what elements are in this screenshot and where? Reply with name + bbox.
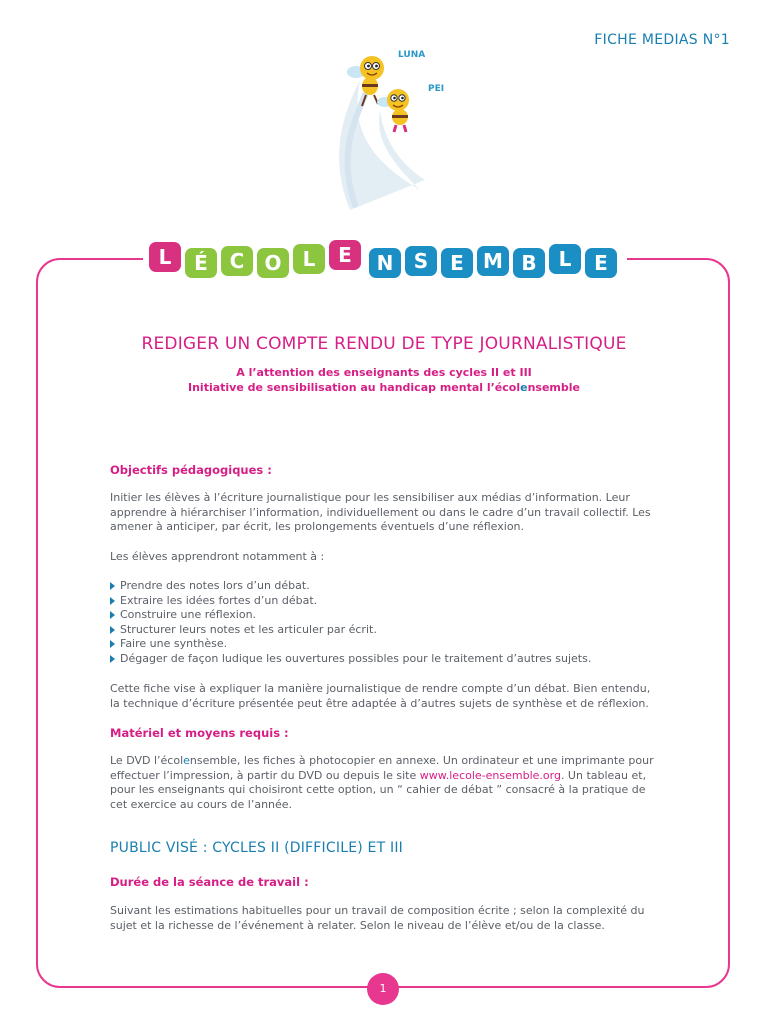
objectives-text: Initier les élèves à l’écriture journalistique pour les sensibiliser aux médias d’information. Leur apprendre à hiérarchiser l’information, individuellement ou dans le cadre d’un travail collectif. Les amener à anticiper, par écrit, les prolongements éventuels d’une réflexion. — [110, 491, 651, 534]
logo-tile: N — [369, 248, 401, 278]
objectives-heading: Objectifs pédagogiques : — [110, 463, 272, 477]
list-item — [110, 637, 662, 652]
logo-tile: B — [513, 248, 545, 278]
bullet-arrow-icon — [110, 597, 115, 605]
subtitle-part-e: e — [520, 381, 528, 394]
list-item-text: Construire une réflexion. — [120, 608, 257, 622]
list-item-text: Structurer leurs notes et les articuler par écrit. — [120, 622, 377, 636]
logo-tile: O — [257, 248, 289, 278]
mascots-illustration — [330, 40, 450, 215]
bullet-arrow-icon — [110, 611, 115, 619]
bullet-arrow-icon — [110, 655, 115, 663]
learning-bullets — [110, 579, 662, 667]
materials-part-d: . Un tableau et, pour les enseignants qui choisiront cette option, un “ cahier de débat ” consacré à la pratique de cet exercice au cours de l’année. — [110, 768, 647, 811]
page-number-badge: 1 — [367, 973, 399, 1005]
logo-tile: E — [585, 248, 617, 278]
document-title: REDIGER UN COMPTE RENDU DE TYPE JOURNALISTIQUE — [141, 334, 627, 354]
subtitle-part-a: Initiative de sensibilisation au handicap mental l’écol — [188, 381, 521, 394]
list-item — [110, 623, 662, 638]
mascot-name-luna: LUNA — [398, 50, 426, 60]
bullet-arrow-icon — [110, 640, 115, 648]
materials-part-e: e — [183, 754, 190, 767]
materials-text — [110, 754, 662, 812]
ecole-ensemble-logo — [143, 236, 627, 282]
fiche-label: FICHE MEDIAS N°1 — [594, 32, 730, 48]
materials-part-c: nsemble, les fiches à photocopier en annexe. Un ordinateur et une imprimante pour effectuer l’impression, à partir du DVD ou depuis le site — [110, 754, 654, 782]
logo-tile: L — [293, 244, 325, 274]
public-heading: PUBLIC VISÉ : CYCLES II (DIFFICILE) ET III — [110, 840, 403, 856]
learn-intro: Les élèves apprendront notamment à : — [110, 550, 325, 563]
subtitle-part-c: nsemble — [527, 381, 580, 394]
list-item-text: Extraire les idées fortes d’un débat. — [120, 593, 318, 607]
list-item — [110, 594, 662, 609]
bullet-arrow-icon — [110, 582, 115, 590]
list-item — [110, 579, 662, 594]
list-item — [110, 608, 662, 623]
logo-tile: É — [185, 248, 217, 278]
document-subtitle-audience: A l’attention des enseignants des cycles II et III — [236, 366, 532, 379]
duration-heading: Durée de la séance de travail : — [110, 875, 309, 889]
website-link[interactable]: www.lecole-ensemble.org — [419, 768, 561, 782]
logo-tile: S — [405, 246, 437, 276]
list-item-text: Faire une synthèse. — [120, 637, 228, 651]
bullet-arrow-icon — [110, 626, 115, 634]
logo-tile: E — [329, 240, 361, 270]
materials-part-a: Le DVD l’écol — [110, 754, 184, 767]
aim-text: Cette fiche vise à expliquer la manière journalistique de rendre compte d’un débat. Bien entendu, la technique d’écriture présentée peut être adaptée à d’autres sujets de synthèse et de réflexion. — [110, 682, 651, 710]
mascot-name-pei: PEI — [428, 84, 445, 94]
list-item-text: Prendre des notes lors d’un débat. — [120, 579, 310, 592]
logo-tile: L — [549, 244, 581, 274]
logo-tile: E — [441, 248, 473, 278]
logo-tile: C — [221, 246, 253, 276]
list-item — [110, 652, 662, 667]
logo-tile: L — [149, 242, 181, 272]
document-subtitle-initiative — [0, 381, 768, 394]
logo-tile: M — [477, 246, 509, 276]
duration-text: Suivant les estimations habituelles pour un travail de composition écrite ; selon la complexité du sujet et la richesse de l’événement à relater. Selon le niveau de l’élève et/ou de la classe. — [110, 904, 645, 932]
mascots-graphic — [330, 40, 450, 215]
list-item-text: Dégager de façon ludique les ouvertures possibles pour le traitement d’autres sujets. — [120, 651, 592, 665]
materials-heading: Matériel et moyens requis : — [110, 726, 289, 740]
